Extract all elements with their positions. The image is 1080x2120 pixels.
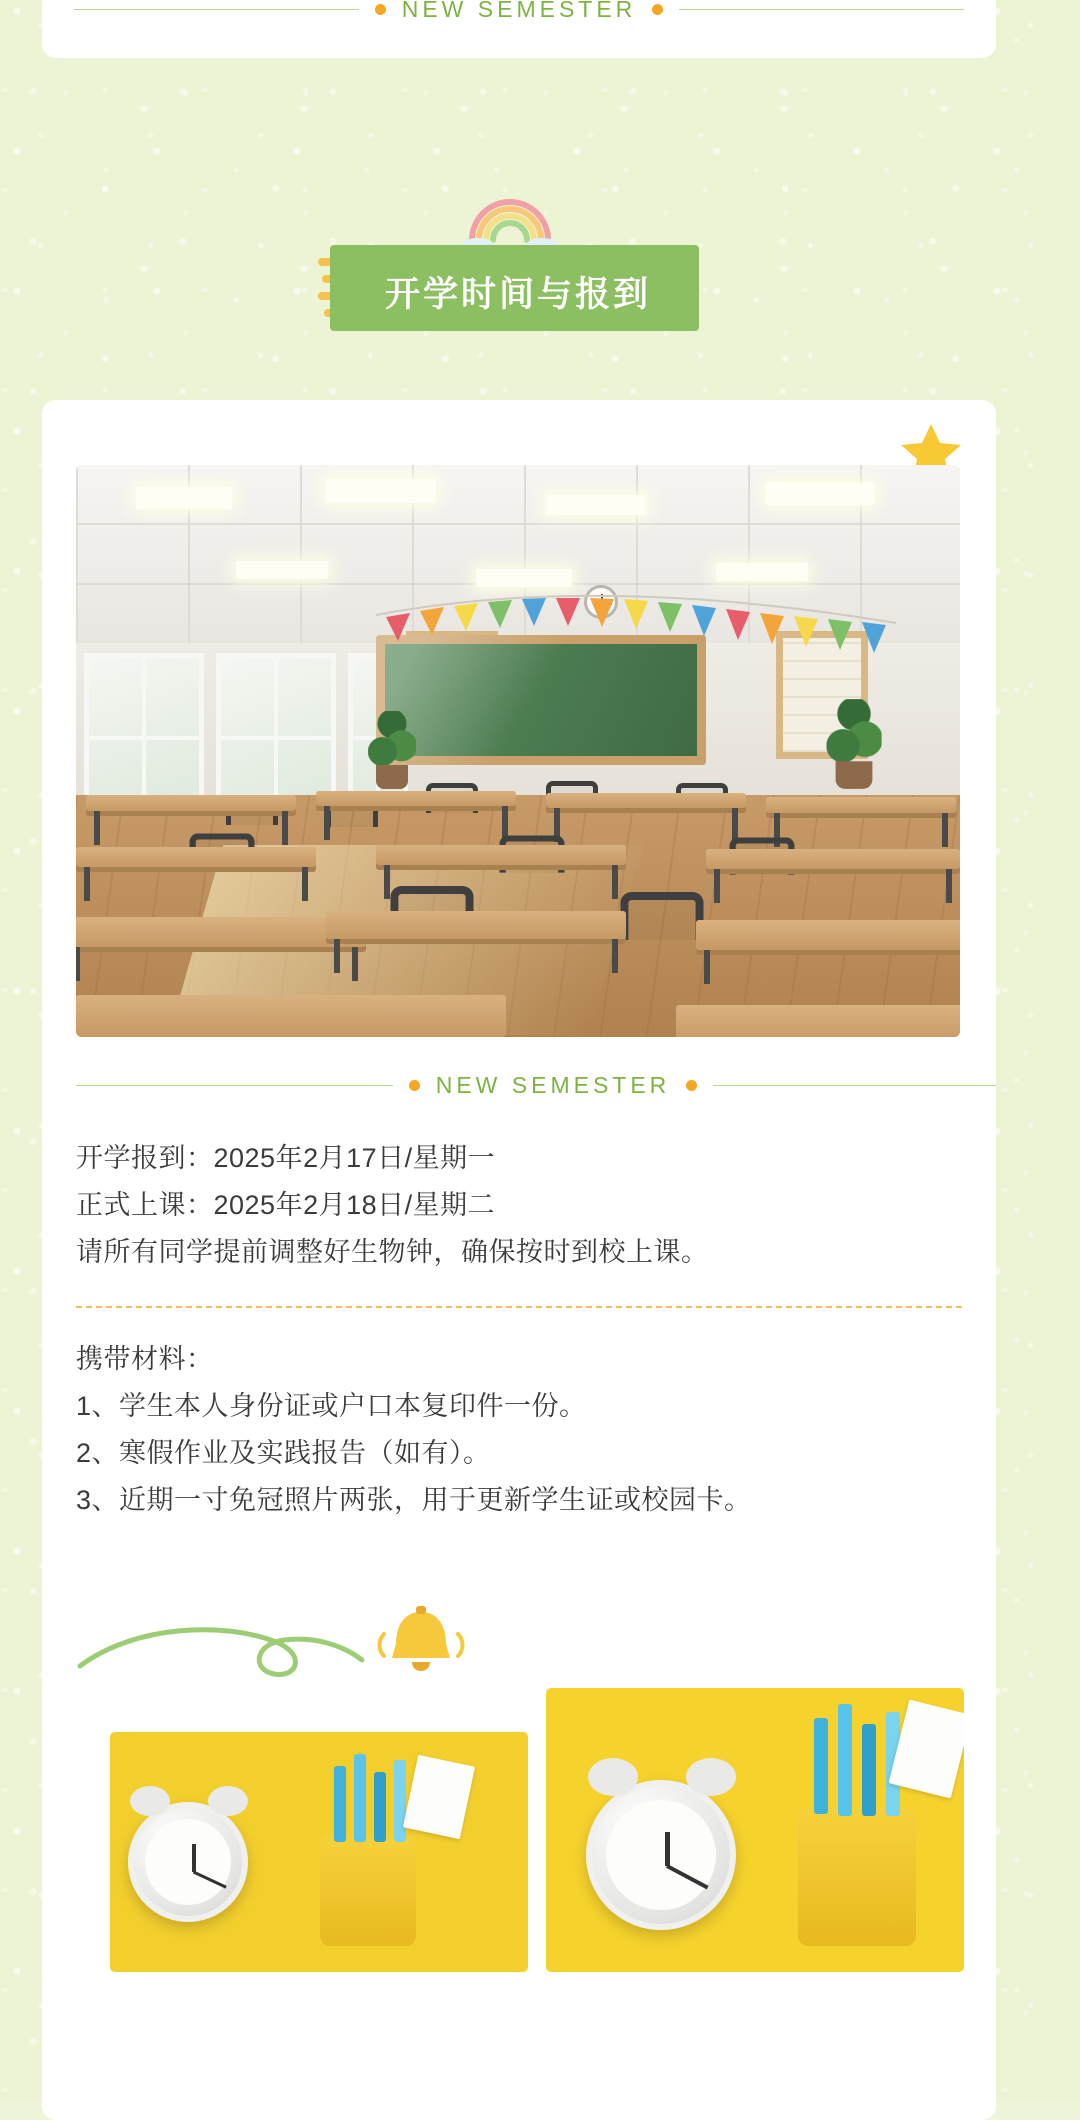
divider-dot-left bbox=[409, 1080, 420, 1091]
divider-dot-right bbox=[652, 4, 663, 15]
divider-line-left bbox=[74, 9, 359, 10]
divider-line-right bbox=[713, 1085, 996, 1086]
classroom-photo bbox=[76, 465, 960, 1037]
divider-dot-left bbox=[375, 4, 386, 15]
section-heading bbox=[0, 180, 1080, 340]
divider-line-right bbox=[679, 9, 964, 10]
material-item-2: 2、寒假作业及实践报告（如有）。 bbox=[76, 1438, 491, 1468]
swirl-line-icon bbox=[76, 1620, 366, 1690]
potted-plant bbox=[820, 699, 889, 789]
paragraph-reminder: 请所有同学提前调整好生物钟，确保按时到校上课。 bbox=[76, 1237, 709, 1267]
dashed-divider bbox=[76, 1306, 962, 1308]
materials-title: 携带材料： bbox=[76, 1344, 214, 1374]
top-partial-card bbox=[42, 0, 996, 58]
bell-icon bbox=[376, 1604, 466, 1682]
divider-label-text: NEW SEMESTER bbox=[435, 1072, 671, 1098]
paragraph-class-start: 正式上课：2025年2月18日/星期二 bbox=[76, 1190, 496, 1220]
page-title: 开学时间与报到 bbox=[385, 275, 652, 314]
main-content-card bbox=[42, 400, 996, 2120]
divider-label-text: NEW SEMESTER bbox=[401, 0, 637, 22]
rainbow-icon bbox=[462, 190, 558, 252]
material-item-1: 1、学生本人身份证或户口本复印件一份。 bbox=[76, 1391, 587, 1421]
material-item-3: 3、近期一寸免冠照片两张，用于更新学生证或校园卡。 bbox=[76, 1485, 752, 1515]
body-text-block bbox=[76, 1135, 962, 1524]
divider-new-semester-card bbox=[76, 1072, 996, 1099]
bottom-image-row bbox=[76, 1640, 962, 1960]
potted-plant bbox=[362, 711, 422, 789]
divider-new-semester-top bbox=[74, 0, 964, 23]
divider-line-left bbox=[76, 1085, 393, 1086]
paragraph-report-date: 开学报到：2025年2月17日/星期一 bbox=[76, 1143, 496, 1173]
section-title-band bbox=[330, 245, 699, 331]
alarm-clock-and-stationery-photo-left bbox=[110, 1732, 528, 1972]
alarm-clock-and-stationery-photo-right bbox=[546, 1688, 964, 1972]
divider-dot-right bbox=[686, 1080, 697, 1091]
